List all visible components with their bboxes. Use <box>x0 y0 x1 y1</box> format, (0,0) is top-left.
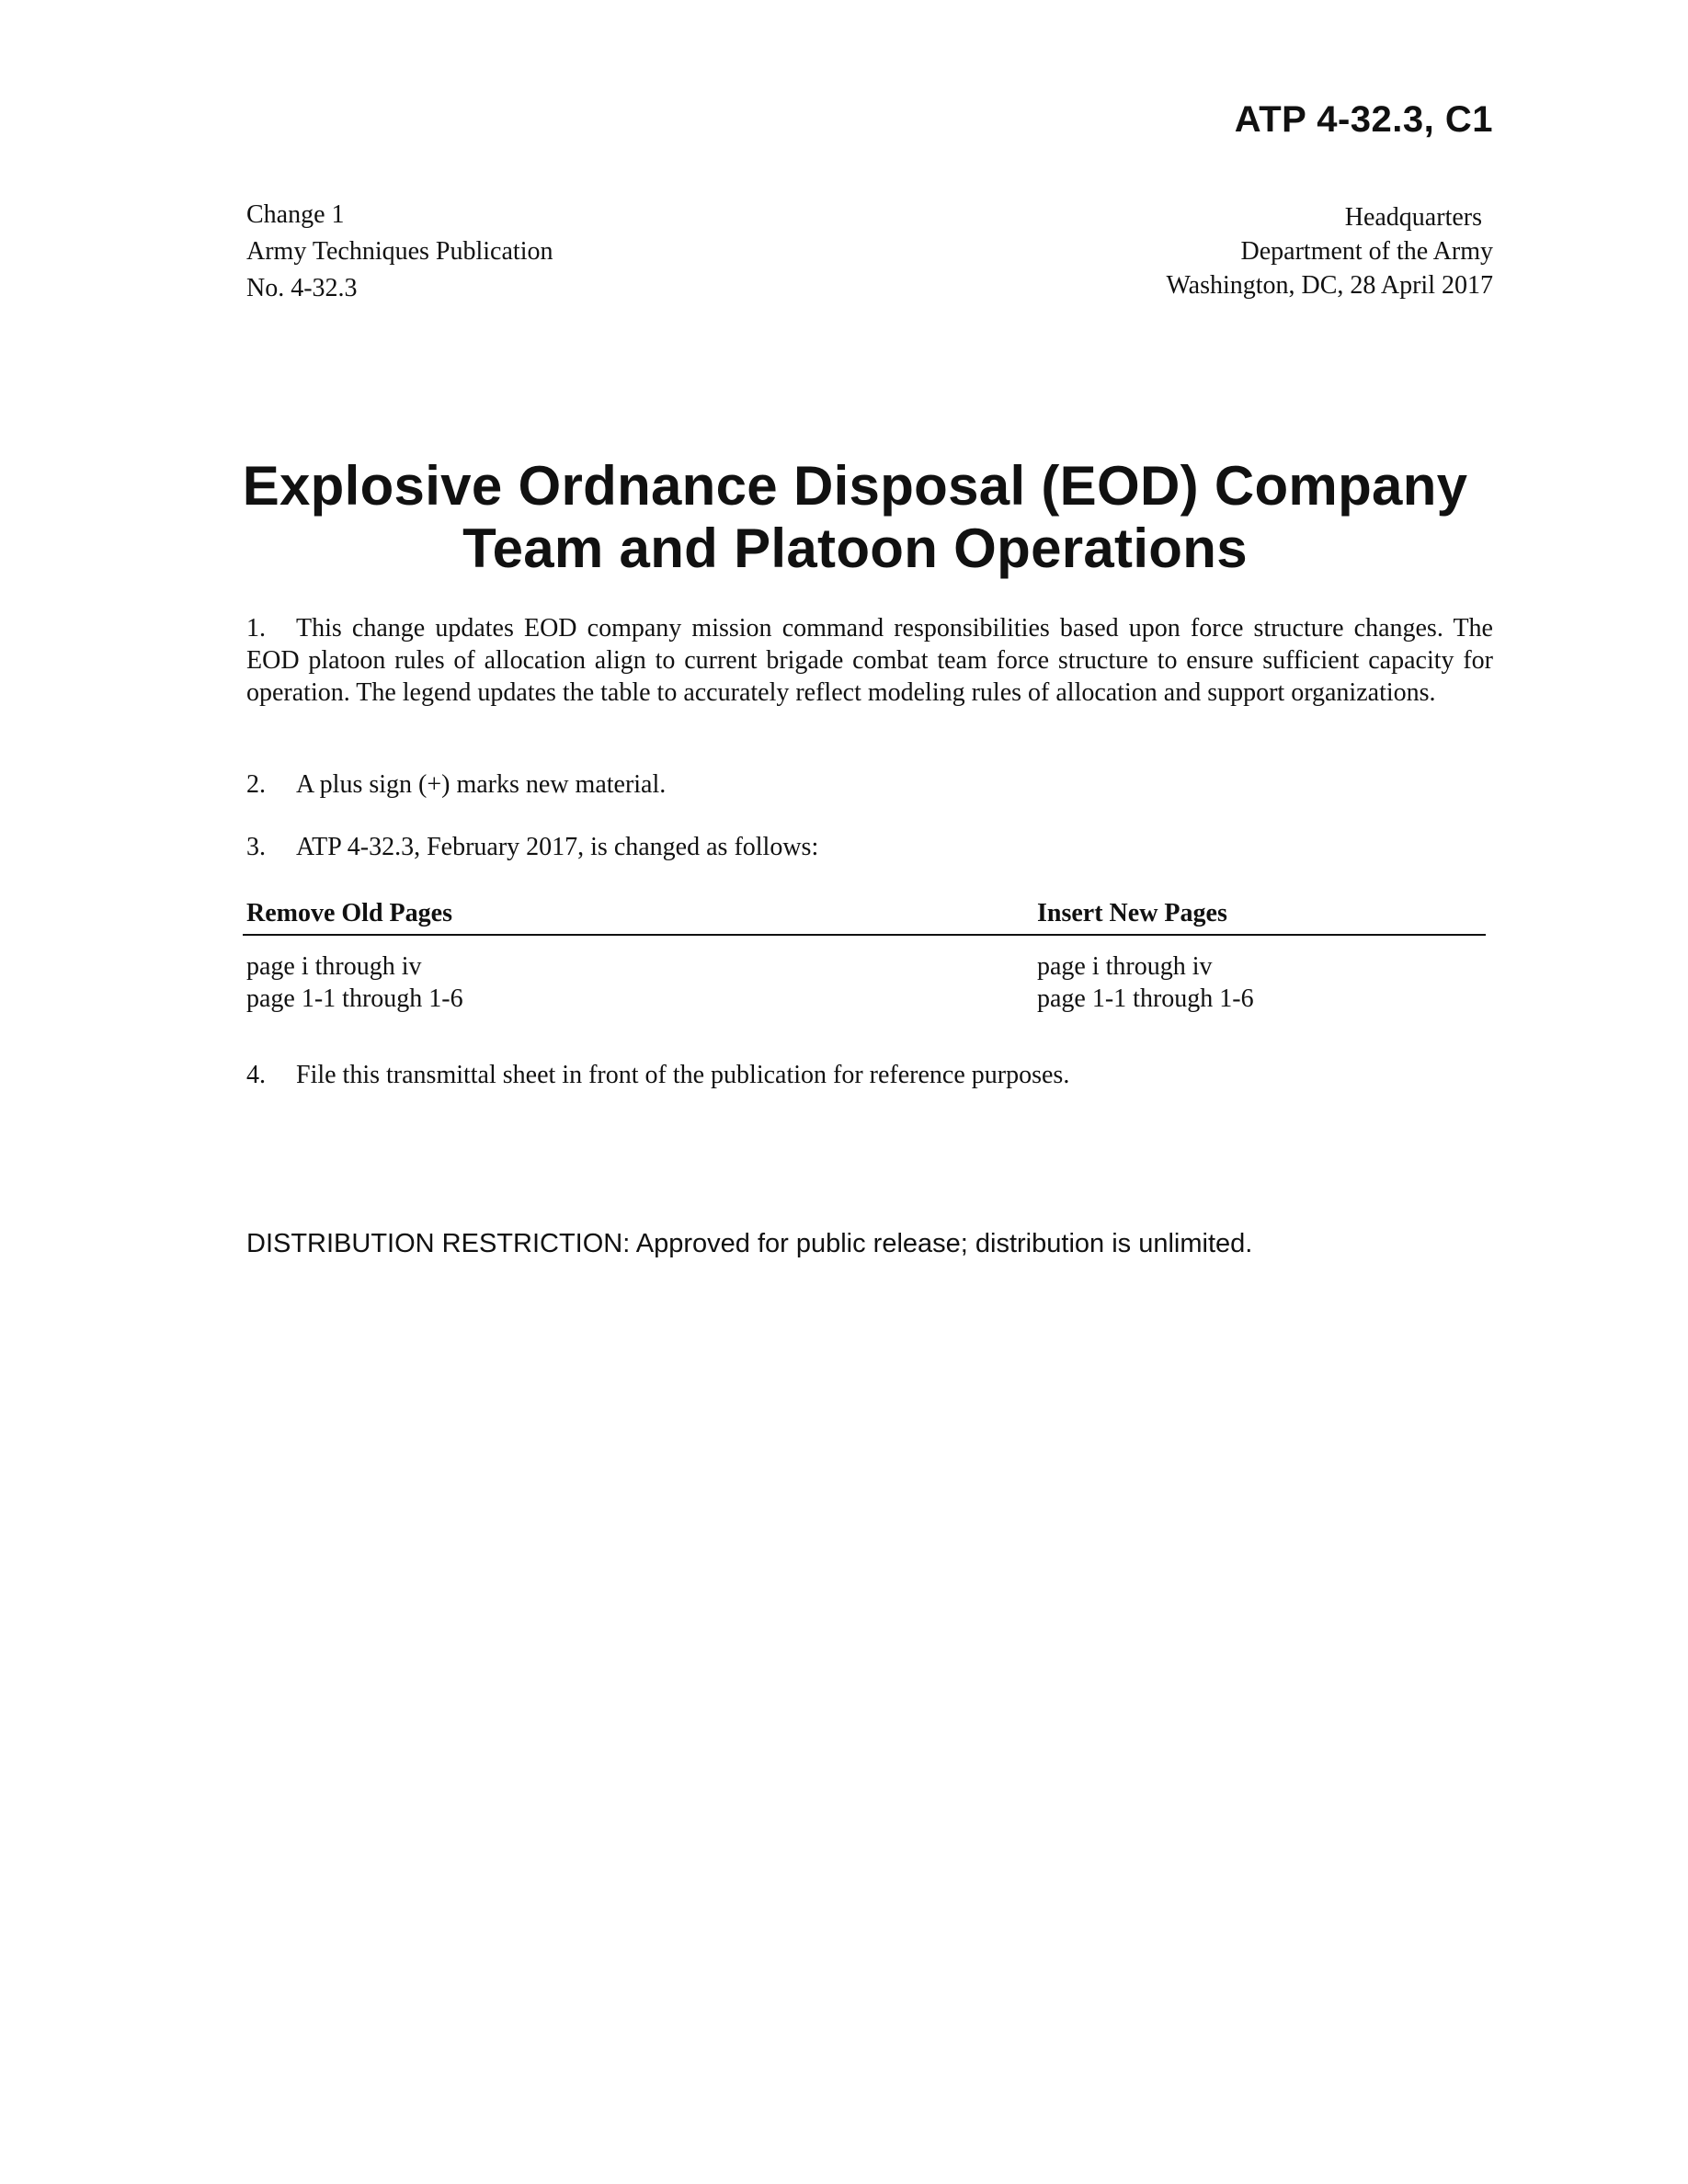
remove-old-pages-header: Remove Old Pages <box>246 899 452 927</box>
remove-page-cell: page i through iv <box>246 952 422 981</box>
title-line-2: Team and Platoon Operations <box>462 518 1248 579</box>
document-title <box>211 455 1499 580</box>
paragraph-number: 2. <box>246 770 266 799</box>
paragraph-text: ATP 4-32.3, February 2017, is changed as follows: <box>296 833 819 861</box>
pages-change-table <box>243 899 1486 1015</box>
table-row <box>243 983 1486 1015</box>
paragraph-text: This change updates EOD company mission command responsibilities based upon force structure changes. The EOD platoon rules of allocation align to current brigade combat team force structure to ensure sufficient capacity for operation. The legend updates the table to accurately reflect modeling rules of allocation and support organizations. <box>246 614 1493 707</box>
paragraph-number: 4. <box>246 1061 266 1089</box>
paragraph-3 <box>246 831 1493 863</box>
paragraph-text: A plus sign (+) marks new material. <box>296 770 667 799</box>
paragraph-4 <box>246 1059 1493 1091</box>
publication-number: No. 4-32.3 <box>246 274 358 302</box>
insert-new-pages-header: Insert New Pages <box>1037 899 1227 927</box>
document-id: ATP 4-32.3, C1 <box>1234 99 1493 140</box>
issuing-authority <box>1166 200 1493 302</box>
insert-page-cell: page i through iv <box>1037 952 1213 981</box>
insert-page-cell: page 1-1 through 1-6 <box>1037 984 1254 1013</box>
paragraph-number: 3. <box>246 833 266 861</box>
remove-page-cell: page 1-1 through 1-6 <box>246 984 463 1013</box>
department-label: Department of the Army <box>1240 237 1493 266</box>
paragraph-number: 1. <box>246 614 266 643</box>
paragraph-1 <box>246 612 1493 709</box>
headquarters-label: Headquarters <box>1344 203 1482 232</box>
paragraph-2 <box>246 768 1493 801</box>
distribution-restriction: DISTRIBUTION RESTRICTION: Approved for public release; distribution is unlimited. <box>246 1229 1253 1258</box>
paragraph-text: File this transmittal sheet in front of the publication for reference purposes. <box>296 1061 1070 1089</box>
table-row <box>243 950 1486 983</box>
publication-type: Army Techniques Publication <box>246 237 553 266</box>
table-header <box>243 899 1486 936</box>
location-date: Washington, DC, 28 April 2017 <box>1166 271 1493 300</box>
publication-info <box>246 197 553 307</box>
title-line-1: Explosive Ordnance Disposal (EOD) Company <box>242 455 1468 517</box>
change-number: Change 1 <box>246 200 345 229</box>
